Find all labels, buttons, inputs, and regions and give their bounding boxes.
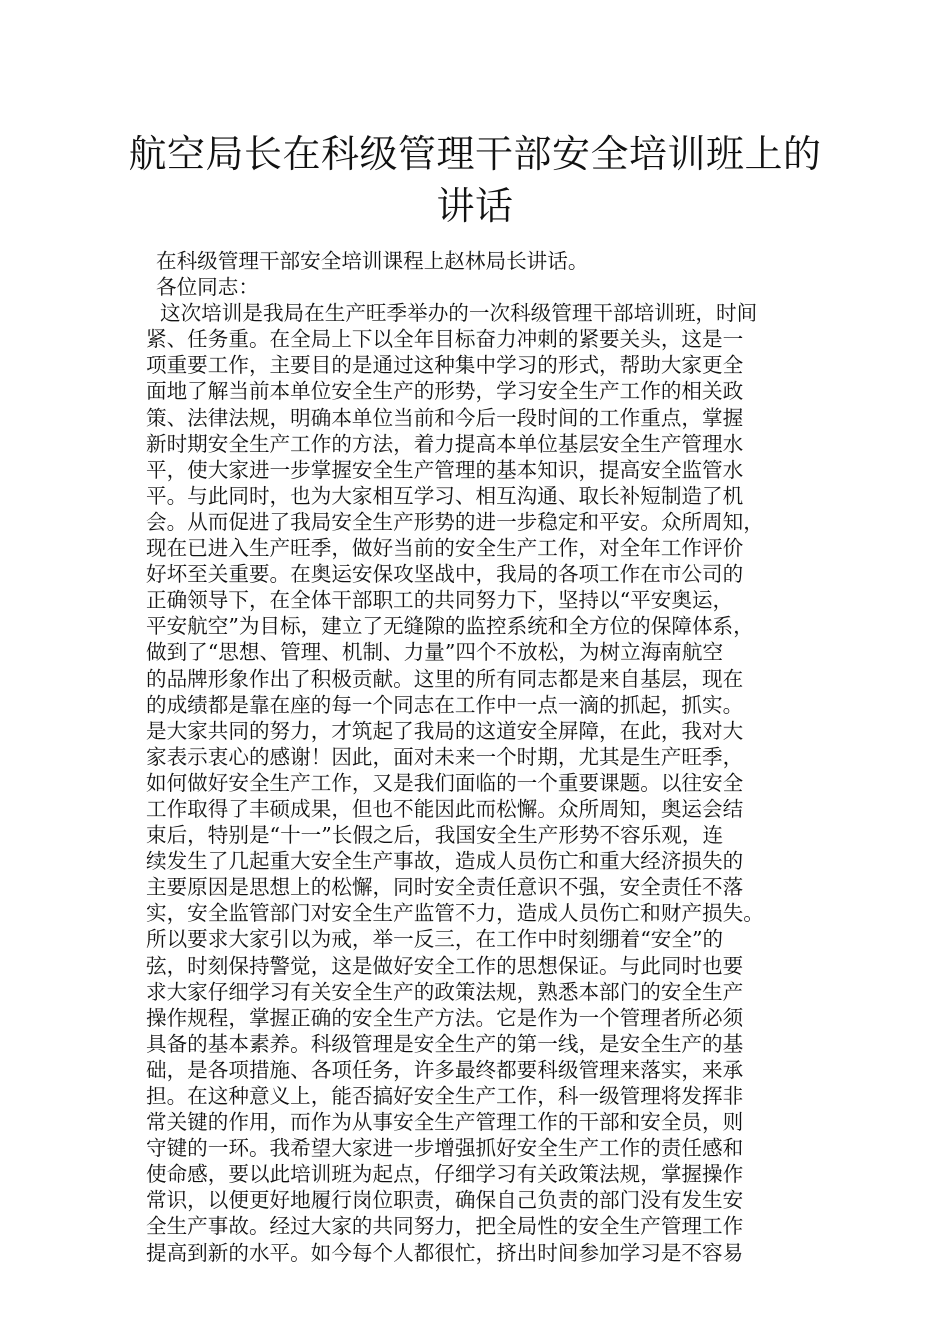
body-line: 担。在这种意义上，能否搞好安全生产工作，科一级管理将发挥非 [146,1084,744,1108]
body-line: 续发生了几起重大安全生产事故，造成人员伤亡和重大经济损失的 [146,849,744,874]
body-line: 新时期安全生产工作的方法，着力提高本单位基层安全生产管理水 [146,431,744,456]
body-line: 操作规程，掌握正确的安全生产方法。它是作为一个管理者所必须 [146,1005,744,1030]
body-line: 的品牌形象作出了积极贡献。这里的所有同志都是来自基层，现在 [146,666,744,691]
body-line: 实，安全监管部门对安全生产监管不力，造成人员伤亡和财产损失。 [146,901,764,926]
body-line: 紧、任务重。在全局上下以全年目标奋力冲刺的紧要关头，这是一 [146,327,744,352]
body-line: 平。与此同时，也为大家相互学习、相互沟通、取长补短制造了机 [146,483,744,508]
body-line: 会。从而促进了我局安全生产形势的进一步稳定和平安。众所周知， [146,509,764,534]
body-line: 础，是各项措施、各项任务，许多最终都要科级管理来落实，来承 [146,1057,744,1082]
body-line: 主要原因是思想上的松懈，同时安全责任意识不强，安全责任不落 [146,875,744,900]
body-line: 工作取得了丰硕成果，但也不能因此而松懈。众所周知，奥运会结 [146,796,744,821]
body-line: 正确领导下，在全体干部职工的共同努力下，坚持以“平安奥运， [146,588,734,613]
intro-line: 在科级管理干部安全培训课程上赵林局长讲话。 [156,249,589,273]
title-line-1: 航空局长在科级管理干部安全培训班上的 [128,132,822,176]
body-line: 这次培训是我局在生产旺季举办的一次科级管理干部培训班，时间 [160,301,758,326]
speech-paragraph [146,300,821,1265]
body-line: 平安航空”为目标，建立了无缝隙的监控系统和全方位的保障体系， [146,614,754,639]
body-line: 提高到新的水平。如今每个人都很忙，挤出时间参加学习是不容易 [146,1240,744,1265]
body-line: 全生产事故。经过大家的共同努力，把全局性的安全生产管理工作 [146,1214,744,1239]
body-line: 的成绩都是靠在座的每一个同志在工作中一点一滴的抓起，抓实。 [146,692,744,717]
body-line: 束后，特别是“十一”长假之后，我国安全生产形势不容乐观，连 [146,823,724,848]
body-line: 好坏至关重要。在奥运安保攻坚战中，我局的各项工作在市公司的 [146,562,744,587]
body-line: 守键的一环。我希望大家进一步增强抓好安全生产工作的责任感和 [146,1136,744,1161]
body-line: 使命感，要以此培训班为起点，仔细学习有关政策法规，掌握操作 [146,1162,744,1187]
body-line: 常识，以便更好地履行岗位职责，确保自己负责的部门没有发生安 [146,1188,744,1213]
body-line: 如何做好安全生产工作，又是我们面临的一个重要课题。以往安全 [146,770,744,795]
body-line: 弦，时刻保持警觉，这是做好安全工作的思想保证。与此同时也要 [146,953,744,978]
body-line: 平，使大家进一步掌握安全生产管理的基本知识，提高安全监管水 [146,457,744,482]
salutation: 各位同志： [156,275,259,300]
title-line-2: 讲话 [436,184,514,228]
body-line: 家表示衷心的感谢！因此，面对未来一个时期，尤其是生产旺季， [146,744,744,769]
body-line: 现在已进入生产旺季，做好当前的安全生产工作，对全年工作评价 [146,536,744,561]
document-title [120,128,830,232]
body-line: 策、法律法规，明确本单位当前和今后一段时间的工作重点，掌握 [146,405,744,430]
body-line: 常关键的作用，而作为从事安全生产管理工作的干部和安全员，则 [146,1110,744,1135]
body-line: 是大家共同的努力，才筑起了我局的这道安全屏障，在此，我对大 [146,718,744,743]
body-line: 具备的基本素养。科级管理是安全生产的第一线，是安全生产的基 [146,1031,744,1056]
body-line: 求大家仔细学习有关安全生产的政策法规，熟悉本部门的安全生产 [146,979,744,1004]
body-line: 项重要工作，主要目的是通过这种集中学习的形式，帮助大家更全 [146,353,744,378]
body-line: 面地了解当前本单位安全生产的形势，学习安全生产工作的相关政 [146,379,744,404]
body-line: 做到了“思想、管理、机制、力量”四个不放松，为树立海南航空 [146,640,724,665]
document-body [146,248,821,1266]
body-line: 所以要求大家引以为戒，举一反三，在工作中时刻绷着“安全”的 [146,927,724,952]
